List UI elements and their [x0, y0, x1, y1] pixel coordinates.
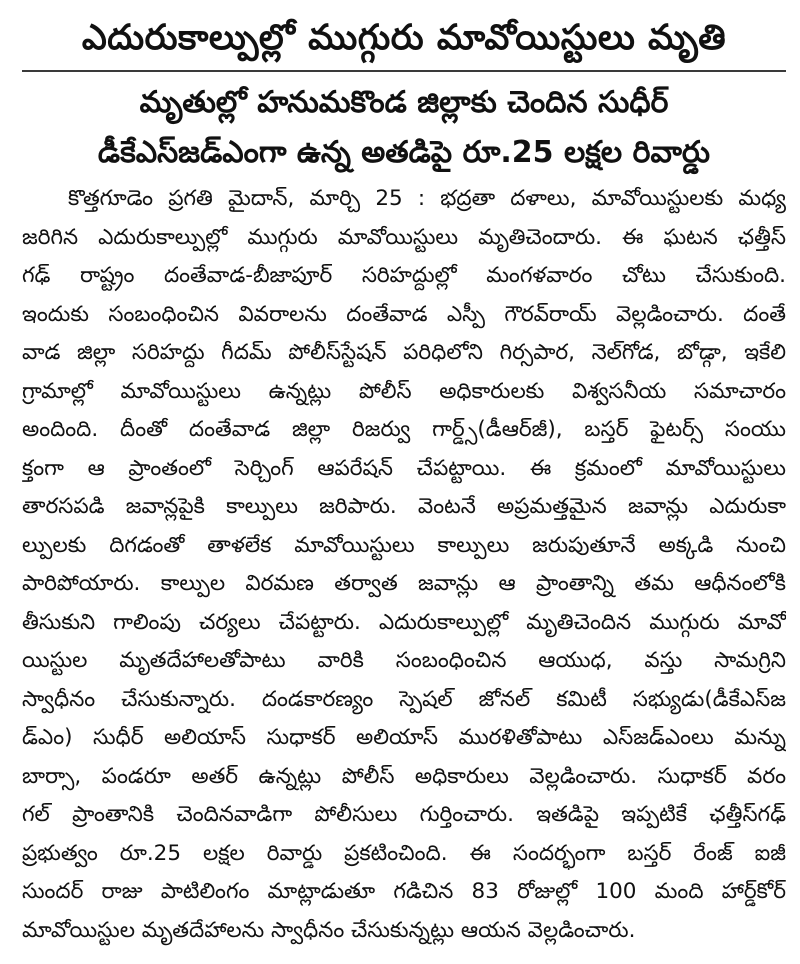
body-line: క్తంగా ఆ ప్రాంతంలో సెర్చింగ్ ఆపరేషన్ చేపట్టాయి. ఈ క్రమంలో మావోయిస్టులు	[22, 455, 786, 481]
body-line: ల్పులకు దిగడంతో తాళలేక మావోయిస్టులు కాల్పులు జరుపుతూనే అక్కడి నుంచి	[22, 532, 786, 558]
body-line: మావోయిస్టుల మృతదేహాలను స్వాధీనం చేసుకున్నట్లు ఆయన వెల్లడించారు.	[22, 917, 636, 943]
body-line: యిస్టుల మృతదేహాలతోపాటు వారికి సంబంధించిన ఆయుధ, వస్తు సామగ్రిని	[22, 648, 786, 673]
body-line: స్వాధీనం చేసుకున్నారు. దండకారణ్యం స్పెషల్ జోనల్ కమిటీ సభ్యుడు(డీకేఎస్‌జ	[22, 686, 786, 712]
body-line: కొత్తగూడెం ప్రగతి మైదాన్, మార్చి 25 : భద్రతా దళాలు, మావోయిస్టులకు మధ్య	[68, 186, 786, 211]
body-line: బార్సా, పండరూ అతర్ ఉన్నట్లు పోలీస్ అధికారులు వెల్లడించారు. సుధాకర్ వరం	[22, 763, 786, 789]
body-line: సుందర్ రాజు పాటిలింగం మాట్లాడుతూ గడిచిన 83 రోజుల్లో 100 మంది హార్డ్‌కోర్	[22, 879, 786, 904]
article-body	[22, 180, 786, 950]
body-line: పారిపోయారు. కాల్పుల విరమణ తర్వాత జవాన్లు ఆ ప్రాంతాన్ని తమ ఆధీనంలోకి	[22, 571, 786, 596]
body-line: వాడ జిల్లా సరిహద్దు గీదమ్ పోలీస్‌స్టేషన్ పరిధిలోని గిర్సపార, నెల్‌గోడ, బోడ్గా, ఇకేలి	[22, 340, 786, 365]
body-line: జరిగిన ఎదురుకాల్పుల్లో ముగ్గురు మావోయిస్టులు మృతిచెందారు. ఈ ఘటన ఛత్తీస్	[22, 224, 786, 250]
body-line: తీసుకుని గాలింపు చర్యలు చేపట్టారు. ఎదురుకాల్పుల్లో మృతిచెందిన ముగ్గురు మావో	[22, 609, 786, 635]
headline: ఎదురుకాల్పుల్లో ముగ్గురు మావోయిస్టులు మృతి	[81, 18, 727, 58]
subheadline-1: మృతుల్లో హనుమకొండ జిల్లాకు చెందిన సుధీర్	[139, 85, 669, 120]
subheadline-2: డీకేఎస్‌జడ్‌ఎంగా ఉన్న అతడిపై రూ.25 లక్షల రివార్డు	[97, 135, 711, 170]
body-line: తారసపడి జవాన్లపైకి కాల్పులు జరిపారు. వెంటనే అప్రమత్తమైన జవాన్లు ఎదురుకా	[22, 494, 786, 519]
body-line: గల్ ప్రాంతానికి చెందినవాడిగా పోలీసులు గుర్తించారు. ఇతడిపై ఇప్పటికే ఛత్తీస్‌గఢ్	[22, 802, 786, 827]
body-line: ఇందుకు సంబంధించిన వివరాలను దంతేవాడ ఎస్పీ గౌరవ్‌రాయ్ వెల్లడించారు. దంతే	[22, 301, 786, 327]
headline-divider	[22, 70, 786, 72]
body-line: ప్రభుత్వం రూ.25 లక్షల రివార్డు ప్రకటించింది. ఈ సందర్భంగా బస్తర్ రేంజ్ ఐజీ	[22, 840, 786, 866]
body-line: గ్రామాల్లో మావోయిస్టులు ఉన్నట్లు పోలీస్ అధికారులకు విశ్వసనీయ సమాచారం	[22, 378, 786, 404]
body-line: గఢ్ రాష్ట్రం దంతేవాడ-బీజాపూర్ సరిహద్దుల్లో మంగళవారం చోటు చేసుకుంది.	[22, 263, 786, 288]
body-line: అందింది. దీంతో దంతేవాడ జిల్లా రిజర్వు గార్డ్స్(డీఆర్‌జీ), బస్తర్ ఫైటర్స్ సంయు	[22, 417, 786, 442]
body-line: డ్‌ఎం) సుధీర్ అలియాస్ సుధాకర్ అలియాస్ మురళితోపాటు ఎస్‌జడ్‌ఎంలు మన్ను	[22, 725, 786, 750]
